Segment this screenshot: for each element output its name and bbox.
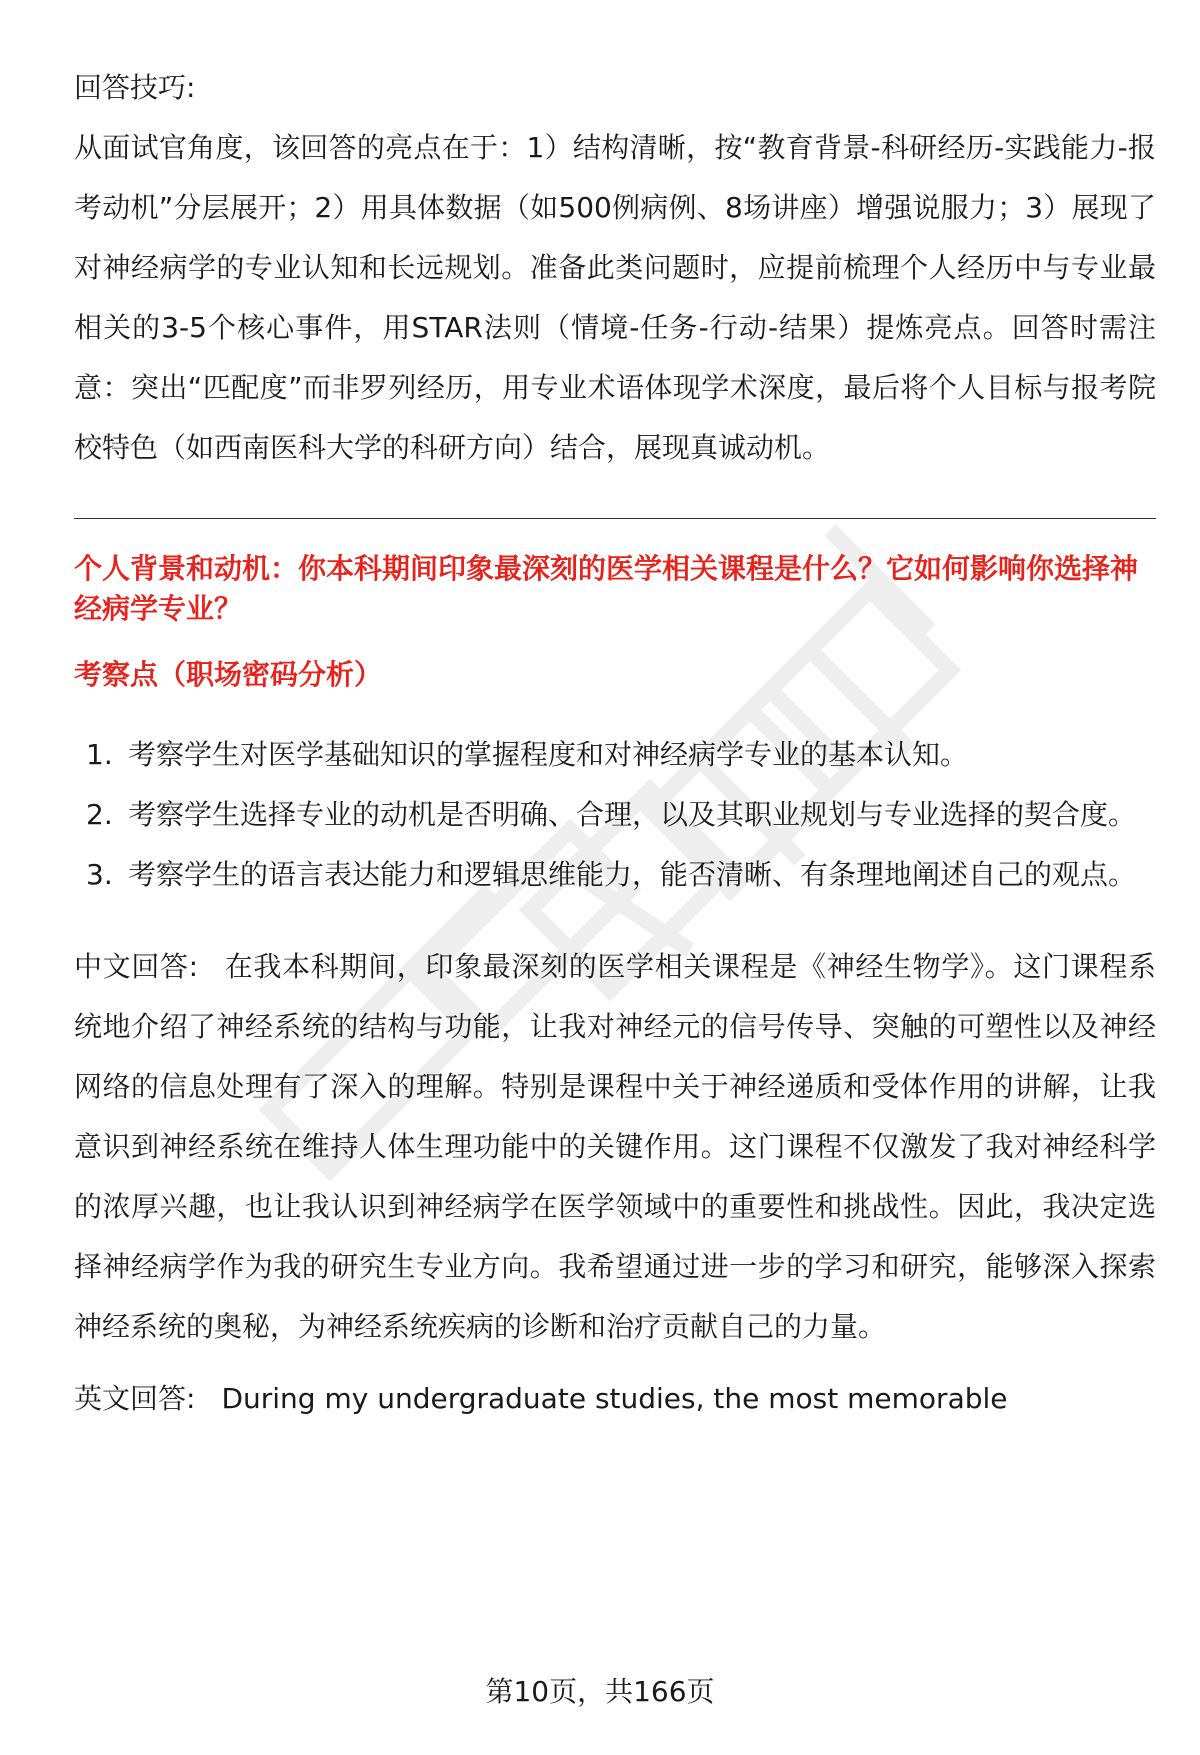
page-content — [74, 58, 1156, 1429]
chinese-answer-label: 中文回答: — [74, 950, 199, 983]
english-answer-label: 英文回答: — [74, 1382, 196, 1415]
point-number: 3. — [86, 858, 113, 891]
tips-paragraph: 从面试官角度，该回答的亮点在于：1）结构清晰，按“教育背景-科研经历-实践能力-报考动机”分层展开；2）用具体数据（如500例病例、8场讲座）增强说服力；3）展现了对神经病学的专业认知和长远规划。准备此类问题时，应提前梳理个人经历中与专业最相关的3-5个核心事件，用STAR法则（情境-任务-行动-结果）提炼亮点。回答时需注意：突出“匹配度”而非罗列经历，用专业术语体现学术深度，最后将个人目标与报考院校特色（如西南医科大学的科研方向）结合，展现真诚动机。 — [74, 131, 1156, 464]
assessment-points-heading: 考察点（职场密码分析） — [74, 658, 383, 691]
section-divider — [74, 518, 1156, 519]
point-text: 考察学生对医学基础知识的掌握程度和对神经病学专业的基本认知。 — [128, 738, 969, 771]
point-text: 考察学生选择专业的动机是否明确、合理，以及其职业规划与专业选择的契合度。 — [128, 798, 1137, 831]
english-answer-text: During my undergraduate studies, the most memorable — [221, 1382, 1008, 1415]
assessment-point — [74, 785, 1156, 845]
tips-heading: 回答技巧: — [74, 71, 196, 104]
question-heading: 个人背景和动机：你本科期间印象最深刻的医学相关课程是什么？它如何影响你选择神经病学专业？ — [74, 552, 1139, 625]
assessment-point — [74, 725, 1156, 785]
assessment-points-list — [74, 725, 1156, 905]
point-number: 1. — [86, 738, 113, 771]
point-number: 2. — [86, 798, 113, 831]
english-answer — [74, 1369, 1156, 1429]
chinese-answer-text: 在我本科期间，印象最深刻的医学相关课程是《神经生物学》。这门课程系统地介绍了神经系统的结构与功能，让我对神经元的信号传导、突触的可塑性以及神经网络的信息处理有了深入的理解。特别是课程中关于神经递质和受体作用的讲解，让我意识到神经系统在维持人体生理功能中的关键作用。这门课程不仅激发了我对神经科学的浓厚兴趣，也让我认识到神经病学在医学领域中的重要性和挑战性。因此，我决定选择神经病学作为我的研究生专业方向。我希望通过进一步的学习和研究，能够深入探索神经系统的奥秘，为神经系统疾病的诊断和治疗贡献自己的力量。 — [74, 950, 1156, 1343]
page-number: 第10页，共166页 — [485, 1675, 715, 1708]
point-text: 考察学生的语言表达能力和逻辑思维能力，能否清晰、有条理地阐述自己的观点。 — [128, 858, 1137, 891]
assessment-point — [74, 845, 1156, 905]
chinese-answer — [74, 937, 1156, 1357]
